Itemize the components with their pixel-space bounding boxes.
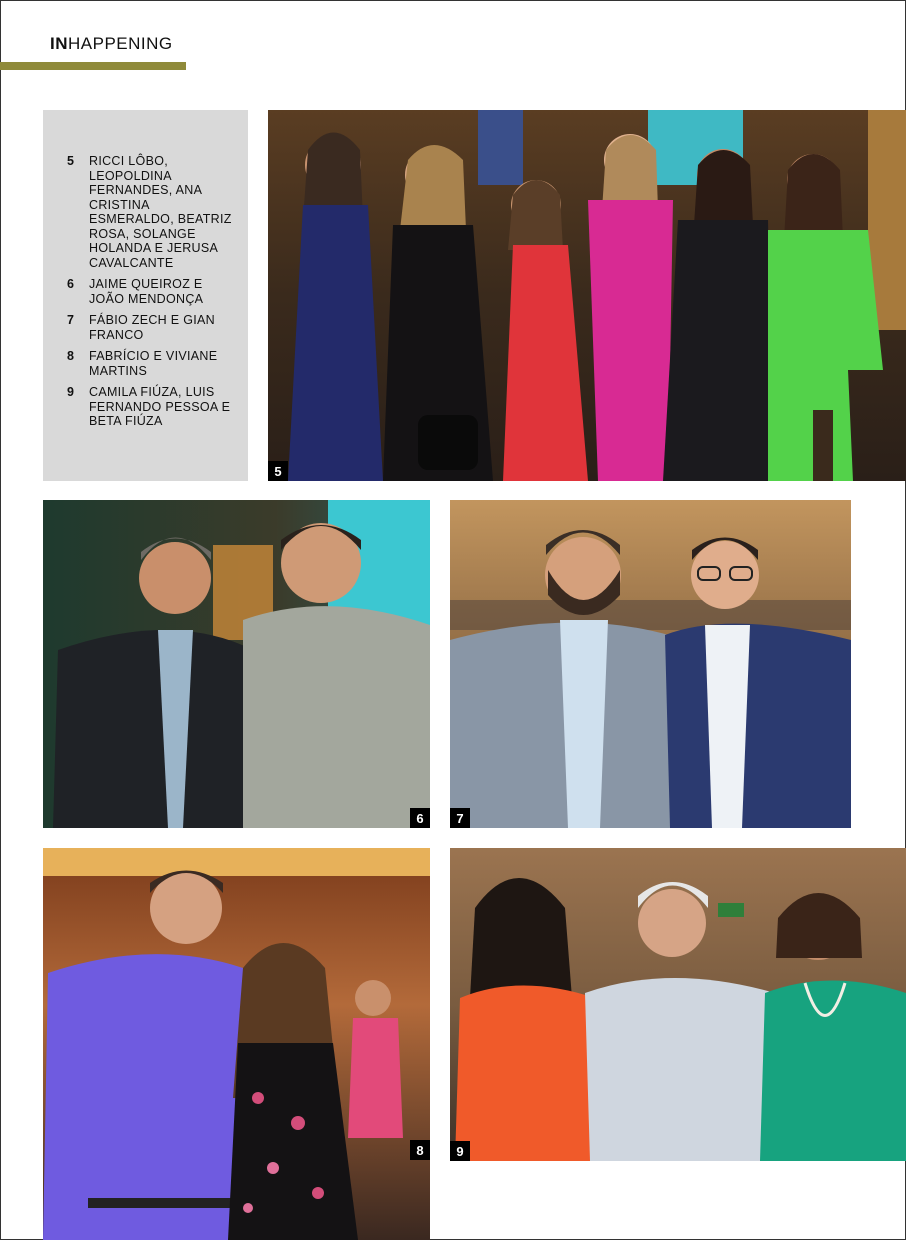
caption-item <box>67 154 232 270</box>
photo-number: 8 <box>410 1140 430 1160</box>
caption-names: RICCI LÔBO, LEOPOLDINA FERNANDES, ANA CRISTINA ESMERALDO, BEATRIZ ROSA, SOLANGE HOLANDA E JERUSA CAVALCANTE <box>89 154 232 270</box>
section-header <box>50 34 173 54</box>
photo-7 <box>450 500 851 828</box>
caption-item <box>67 385 232 429</box>
caption-number: 7 <box>67 313 75 327</box>
photo-9 <box>450 848 906 1161</box>
photo-6-image <box>43 500 430 828</box>
photo-8 <box>43 848 430 1240</box>
caption-names: JAIME QUEIROZ E JOÃO MENDONÇA <box>89 277 204 306</box>
photo-5 <box>268 110 906 481</box>
photo-8-image <box>43 848 430 1240</box>
caption-names: FABRÍCIO E VIVIANE MARTINS <box>89 349 218 378</box>
caption-number: 5 <box>67 154 75 168</box>
caption-item <box>67 277 232 306</box>
photo-9-image <box>450 848 906 1161</box>
photo-number: 5 <box>268 461 288 481</box>
photo-number: 9 <box>450 1141 470 1161</box>
caption-list <box>43 110 248 429</box>
photo-number: 6 <box>410 808 430 828</box>
caption-item <box>67 349 232 378</box>
caption-number: 9 <box>67 385 75 399</box>
caption-number: 8 <box>67 349 75 363</box>
photo-7-image <box>450 500 851 828</box>
photo-6 <box>43 500 430 828</box>
caption-names: CAMILA FIÚZA, LUIS FERNANDO PESSOA E BETA FIÚZA <box>89 385 231 428</box>
caption-names: FÁBIO ZECH E GIAN FRANCO <box>89 313 215 342</box>
header-in: IN <box>50 34 68 53</box>
caption-box <box>43 110 248 481</box>
photo-number: 7 <box>450 808 470 828</box>
caption-item <box>67 313 232 342</box>
header-rule <box>0 62 186 70</box>
caption-number: 6 <box>67 277 75 291</box>
header-happening: HAPPENING <box>68 34 173 53</box>
photo-5-image <box>268 110 906 481</box>
